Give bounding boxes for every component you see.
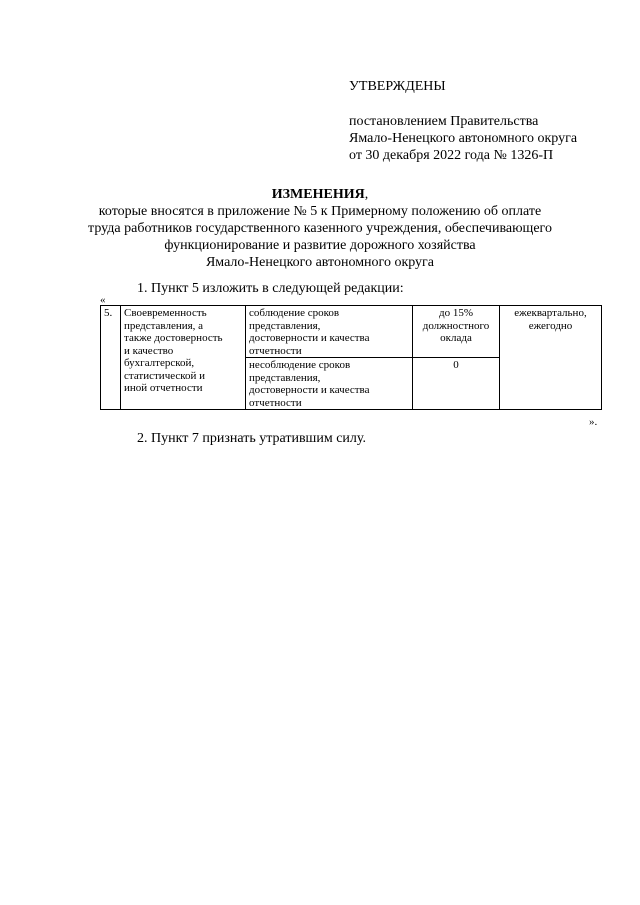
approval-line: от 30 декабря 2022 года № 1326-П xyxy=(349,148,554,163)
table-row xyxy=(101,306,602,358)
amount-line: оклада xyxy=(440,332,472,344)
document-heading xyxy=(0,186,640,271)
amount-cell xyxy=(413,306,500,358)
amendment-table xyxy=(100,305,602,410)
heading-title-suffix: , xyxy=(364,187,369,202)
criterion-line: статистической и xyxy=(124,369,206,382)
criterion-line: Своевременность xyxy=(124,307,207,319)
amount-line: 0 xyxy=(453,359,459,371)
approval-line: Ямало-Ненецкого автономного округа xyxy=(349,131,578,146)
condition-line: отчетности xyxy=(249,396,302,409)
row-number: 5. xyxy=(104,307,113,319)
heading-title-line xyxy=(0,186,640,203)
heading-line: Ямало-Ненецкого автономного округа xyxy=(205,255,435,270)
condition-line: отчетности xyxy=(249,344,302,357)
condition-line: соблюдение сроков xyxy=(249,307,340,319)
item-1: 1. Пункт 5 изложить в следующей редакции: xyxy=(137,281,404,296)
period-line: ежеквартально, xyxy=(514,307,587,319)
condition-line: несоблюдение сроков xyxy=(249,359,351,371)
condition-cell xyxy=(246,306,413,358)
criterion-line: иной отчетности xyxy=(124,382,203,394)
condition-line: достоверности и качества xyxy=(249,384,370,396)
condition-line: представления, xyxy=(249,371,321,384)
criterion-line: и качество xyxy=(124,344,174,357)
closing-quote: ». xyxy=(589,416,598,428)
amount-line: до 15% xyxy=(438,307,473,319)
criterion-line: представления, а xyxy=(124,319,204,332)
heading-line: функционирование и развитие дорожного хозяйства xyxy=(164,238,476,253)
heading-line: труда работников государственного казенного учреждения, обеспечивающего xyxy=(88,221,552,236)
approval-block xyxy=(349,78,577,164)
heading-title: ИЗМЕНЕНИЯ xyxy=(271,187,365,202)
approval-line: постановлением Правительства xyxy=(349,114,539,129)
criterion-line: бухгалтерской, xyxy=(124,357,195,369)
opening-quote: « xyxy=(100,294,106,306)
heading-line: которые вносятся в приложение № 5 к Примерному положению об оплате xyxy=(98,204,542,219)
condition-cell xyxy=(246,358,413,410)
approval-title: УТВЕРЖДЕНЫ xyxy=(349,79,446,94)
row-number-cell xyxy=(101,306,121,410)
item-2: 2. Пункт 7 признать утратившим силу. xyxy=(137,431,366,446)
amount-line: должностного xyxy=(422,319,490,332)
condition-line: достоверности и качества xyxy=(249,332,370,344)
criterion-line: также достоверность xyxy=(124,332,223,344)
criterion-cell xyxy=(121,306,246,410)
period-line: ежегодно xyxy=(528,319,573,332)
condition-line: представления, xyxy=(249,319,321,332)
period-cell xyxy=(500,306,602,410)
amount-cell xyxy=(413,358,500,410)
